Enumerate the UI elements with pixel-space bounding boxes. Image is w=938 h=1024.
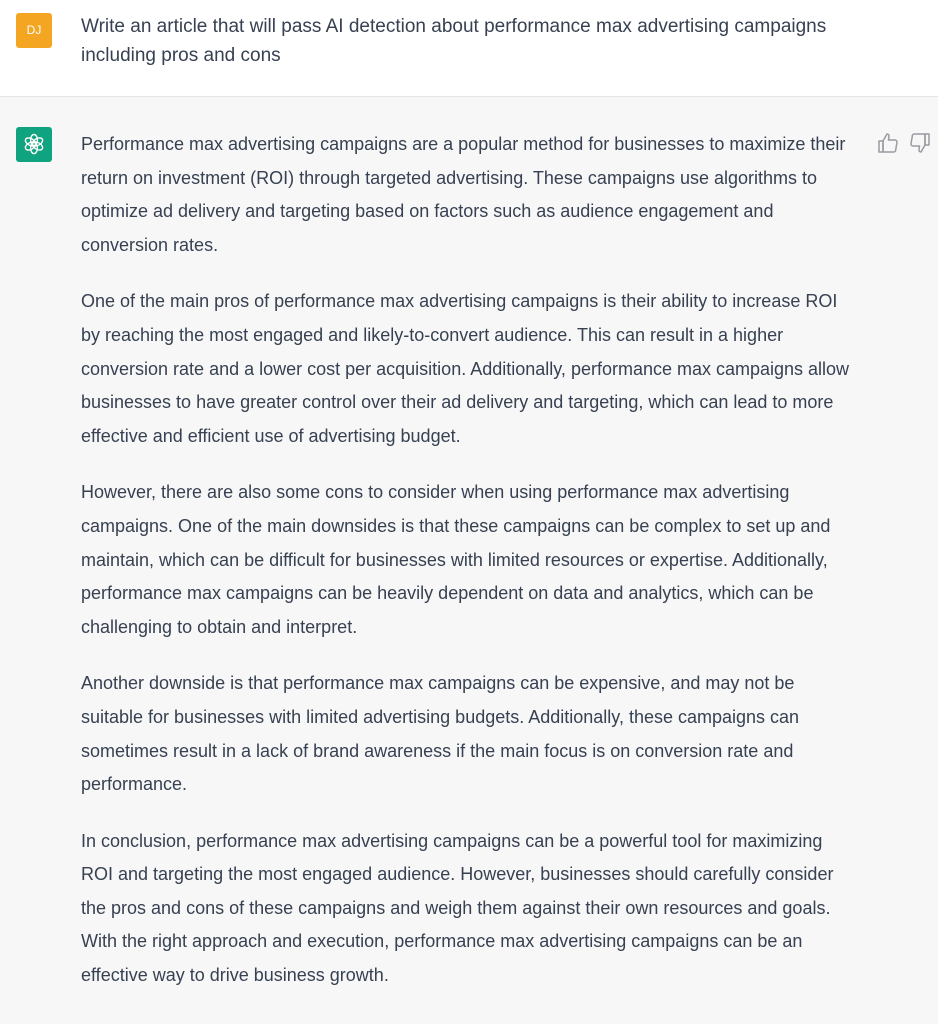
user-message-text: Write an article that will pass AI detection about performance max advertising campaigns including pros and cons [81, 16, 827, 66]
assistant-avatar [16, 127, 52, 162]
user-avatar: DJ [16, 13, 52, 48]
answer-paragraph-2: One of the main pros of performance max advertising campaigns is their ability to increase ROI by reaching the most engaged and likely-to-convert audience. This can result in a higher conversion rate and a lower cost per acquisition. Additionally, performance max campaigns allow businesses to have greater control over their ad delivery and targeting, which can lead to more effective and efficient use of advertising budget. [81, 291, 850, 446]
answer-paragraph-1: Performance max advertising campaigns are a popular method for businesses to maximize their return on investment (ROI) through targeted advertising. These campaigns use algorithms to optimize ad delivery and targeting based on factors such as audience engagement and conversion rates. [81, 134, 846, 255]
openai-logo-icon [22, 132, 46, 156]
answer-paragraph-4: Another downside is that performance max campaigns can be expensive, and may not be suitable for businesses with limited advertising budgets. Additionally, these campaigns can sometimes result in a lack of brand awareness if the main focus is on conversion rate and performance. [81, 673, 800, 795]
answer-paragraph-5: In conclusion, performance max advertising campaigns can be a powerful tool for maximizing ROI and targeting the most engaged audience. However, businesses should carefully consider the pros and cons of these campaigns and weigh them against their own resources and goals. With the right approach and execution, performance max advertising campaigns can be an effective way to drive business growth. [81, 830, 834, 986]
answer-paragraph-3: However, there are also some cons to consider when using performance max advertising campaigns. One of the main downsides is that these campaigns can be complex to set up and maintain, which can be difficult for businesses with limited resources or expertise. Additionally, performance max campaigns can be heavily dependent on data and analytics, which can be challenging to obtain and interpret. [81, 482, 831, 637]
like-button[interactable] [876, 131, 900, 155]
assistant-message-body [81, 128, 856, 1016]
thumbs-down-icon [908, 131, 932, 155]
assistant-message-row [0, 97, 938, 1024]
thumbs-up-icon [876, 131, 900, 155]
user-message-row [0, 0, 938, 97]
dislike-button[interactable] [908, 131, 932, 155]
